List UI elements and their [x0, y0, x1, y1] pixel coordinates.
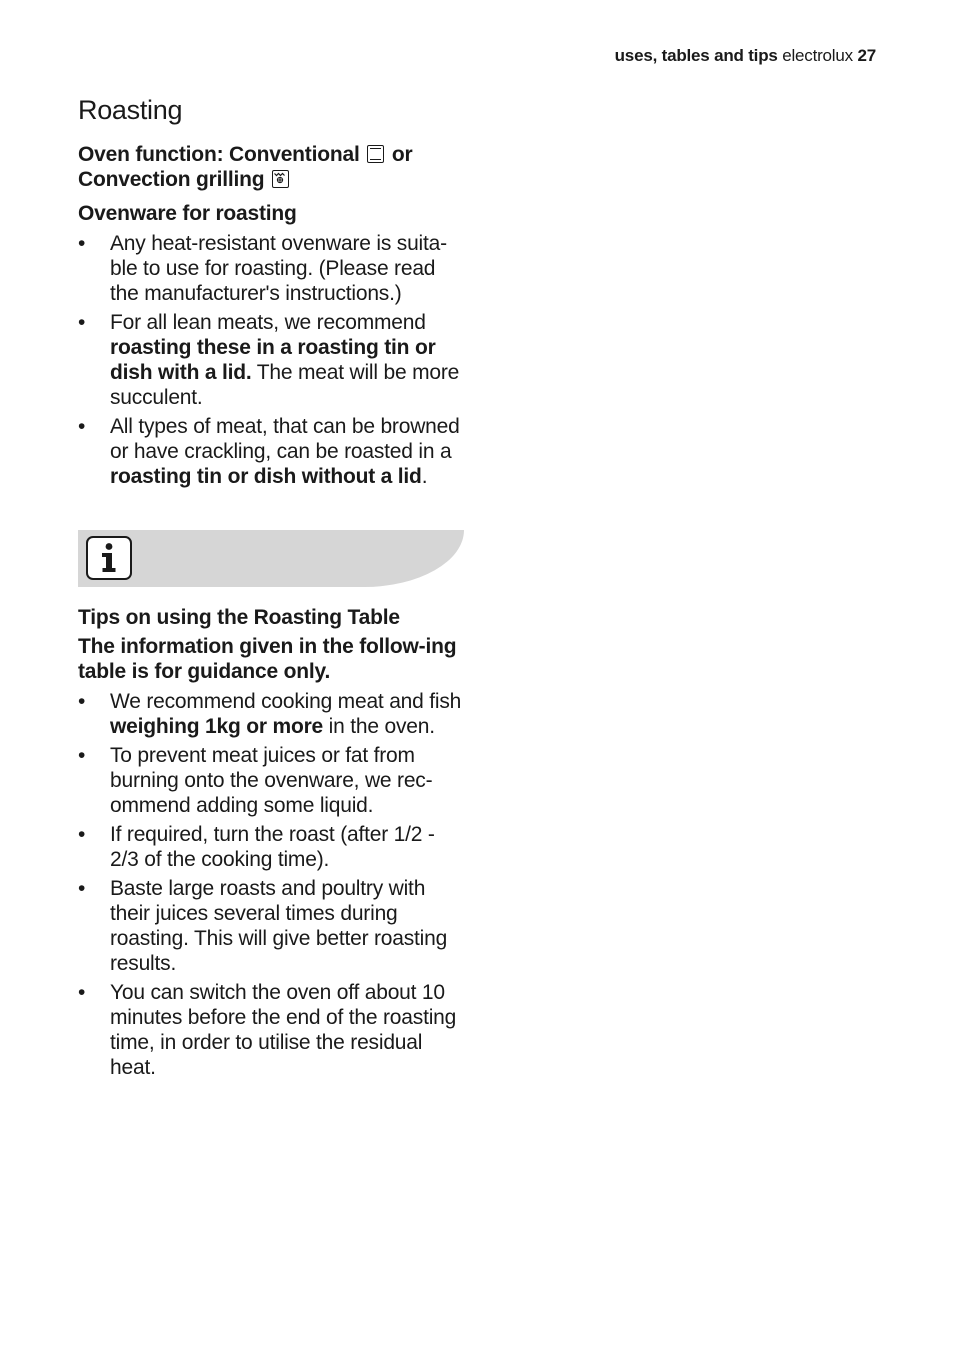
bullet-dot: •: [78, 744, 86, 767]
list-item-text: The meat will be more succulent.: [110, 361, 460, 409]
header-brand: electrolux: [782, 46, 853, 65]
ovenware-list: [78, 231, 468, 489]
bullet-dot: •: [78, 690, 86, 713]
list-item-text: Baste large roasts and poultry with their juices several times during roasting. This will give better roasting results.: [110, 877, 448, 975]
list-item: [78, 414, 468, 489]
conventional-heating-icon: [367, 145, 384, 163]
page-title: Roasting: [78, 95, 183, 125]
list-item: [78, 310, 468, 410]
bullet-dot: •: [78, 415, 86, 438]
list-item-text: If required, turn the roast (after 1/2 - 2/3 of the cooking time).: [110, 823, 435, 871]
list-item: [78, 743, 468, 818]
list-item-text: .: [421, 465, 428, 488]
tips-list: [78, 689, 468, 1080]
list-item: [78, 876, 468, 976]
oven-function-block: [78, 142, 468, 192]
list-item-text: All types of meat, that can be browned or have crackling, can be roasted in a: [110, 415, 460, 463]
list-item: [78, 231, 468, 306]
ovenware-heading: Ovenware for roasting: [78, 202, 297, 225]
oven-function-line2: Convection grilling: [78, 168, 265, 191]
convection-grilling-icon: [272, 170, 289, 188]
list-item: [78, 980, 468, 1080]
tips-intro: The information given in the follow-ing table is for guidance only.: [78, 635, 457, 683]
bullet-dot: •: [78, 981, 86, 1004]
list-item: [78, 822, 468, 872]
list-item-text: To prevent meat juices or fat from burning onto the ovenware, we rec-ommend adding some liquid.: [110, 744, 433, 817]
list-item-text: in the oven.: [323, 715, 435, 738]
oven-function-or: or: [391, 143, 413, 166]
page-header: [615, 46, 876, 66]
oven-function-label: Oven function: Conventional: [78, 143, 360, 166]
list-item-text: We recommend cooking meat and fish: [110, 690, 462, 713]
list-item-text: For all lean meats, we recommend: [110, 311, 426, 334]
tips-section: [78, 605, 468, 1084]
page-number: 27: [857, 46, 876, 65]
info-box: [78, 530, 464, 587]
list-item-emphasis: roasting these in a roasting tin or dish with a lid.: [110, 336, 436, 384]
bullet-dot: •: [78, 823, 86, 846]
list-item: [78, 689, 468, 739]
list-item-emphasis: roasting tin or dish without a lid: [110, 465, 422, 488]
bullet-dot: •: [78, 877, 86, 900]
bullet-dot: •: [78, 232, 86, 255]
list-item-emphasis: weighing 1kg or more: [110, 715, 324, 738]
info-icon: [86, 536, 132, 580]
ovenware-section: [78, 201, 468, 493]
header-section: uses, tables and tips: [614, 46, 778, 65]
bullet-dot: •: [78, 311, 86, 334]
list-item-text: You can switch the oven off about 10 minutes before the end of the roasting time, in order to utilise the residual heat.: [110, 981, 457, 1079]
tips-heading: Tips on using the Roasting Table: [78, 606, 400, 629]
list-item-text: Any heat-resistant ovenware is suita-ble to use for roasting. (Please read the manufacturer's instructions.): [110, 232, 447, 305]
oven-function-heading: [78, 142, 468, 192]
